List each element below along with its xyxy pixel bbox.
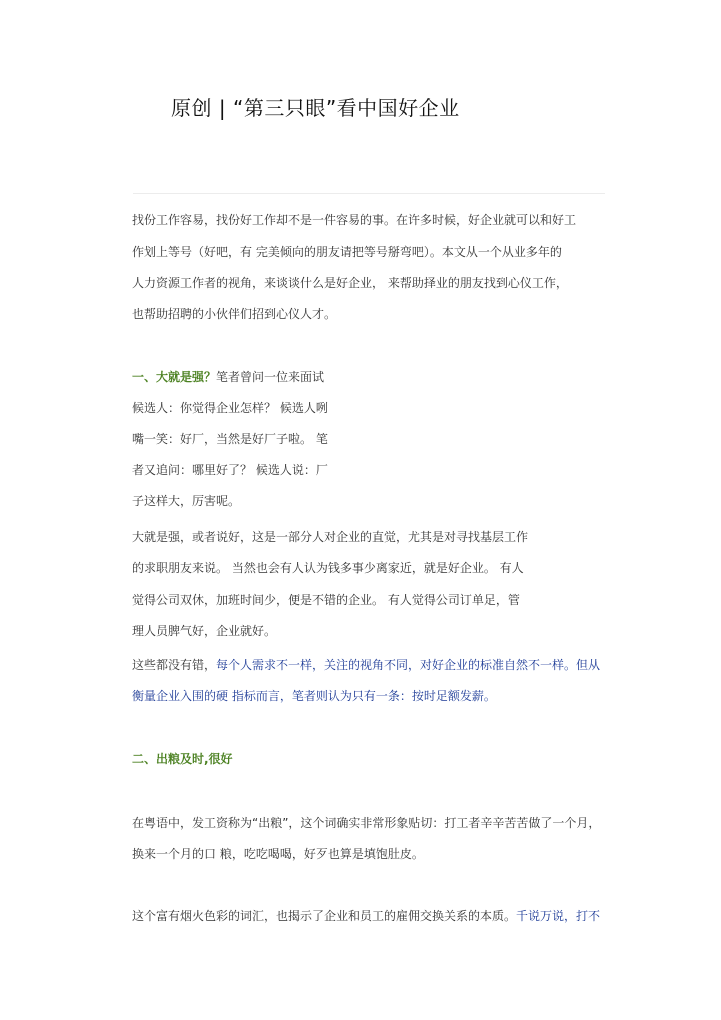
section1-para3-emphasis-line: 衡量企业入围的硬 指标而言，笔者则认为只有一条：按时足额发薪。 bbox=[132, 689, 496, 703]
intro-line: 找份工作容易，找份好工作却不是一件容易的事。在许多时候，好企业就可以和好工 bbox=[132, 213, 577, 227]
section1-line: 子这样大，厉害呢。 bbox=[132, 494, 241, 508]
section2-para1-line: 在粤语中，发工资称为“出粮”，这个词确实非常形象贴切：打工者辛辛苦苦做了一个月， bbox=[132, 816, 601, 830]
intro-line: 作划上等号（好吧，有 完美倾向的朋友请把等号掰弯吧）。本文从一个从业多年的 bbox=[132, 245, 562, 259]
section1-para3-line bbox=[132, 657, 600, 673]
section1-para2-line: 理人员脾气好，企业就好。 bbox=[132, 624, 277, 638]
section2-para2-line bbox=[132, 908, 600, 924]
section1-para2-line: 大就是强，或者说好，这是一部分人对企业的直觉，尤其是对寻找基层工作 bbox=[132, 530, 529, 544]
article-title: 原创 | “第三只眼”看中国好企业 bbox=[171, 96, 460, 120]
section1-line: 者又追问：哪里好了？ 候选人说：厂 bbox=[132, 463, 328, 477]
section1-line: 嘴一笑：好厂，当然是好厂子啦。 笔 bbox=[132, 432, 328, 446]
section1-line: 候选人：你觉得企业怎样？ 候选人咧 bbox=[132, 401, 328, 415]
para2-prefix: 这个富有烟火色彩的词汇，也揭示了企业和员工的雇佣交换关系的本质。 bbox=[132, 909, 517, 923]
section1-para2-line: 觉得公司双休，加班时间少，便是不错的企业。 有人觉得公司订单足，管 bbox=[132, 593, 520, 607]
section2-para1-line: 换来一个月的口 粮，吃吃喝喝，好歹也算是填饱肚皮。 bbox=[132, 847, 424, 861]
title-divider bbox=[133, 193, 605, 194]
para2-emphasis: 千说万说，打不 bbox=[516, 909, 601, 923]
section2-heading: 二、出粮及时,很好 bbox=[132, 752, 233, 766]
intro-line: 人力资源工作者的视角，来谈谈什么是好企业， 来帮助择业的朋友找到心仪工作， bbox=[132, 276, 568, 290]
para3-emphasis: 每个人需求不一样，关注的视角不同，对好企业的标准自然不一样。但从 bbox=[216, 658, 601, 672]
section1-text: 笔者曾问一位来面试 bbox=[216, 370, 325, 384]
para3-prefix: 这些都没有错， bbox=[132, 658, 217, 672]
section1-first-line bbox=[132, 369, 324, 385]
section1-para2-line: 的求职朋友来说。 当然也会有人认为钱多事少离家近，就是好企业。 有人 bbox=[132, 561, 524, 575]
intro-line: 也帮助招聘的小伙伴们招到心仪人才。 bbox=[132, 307, 337, 321]
section1-heading: 一、大就是强？ bbox=[132, 370, 217, 384]
